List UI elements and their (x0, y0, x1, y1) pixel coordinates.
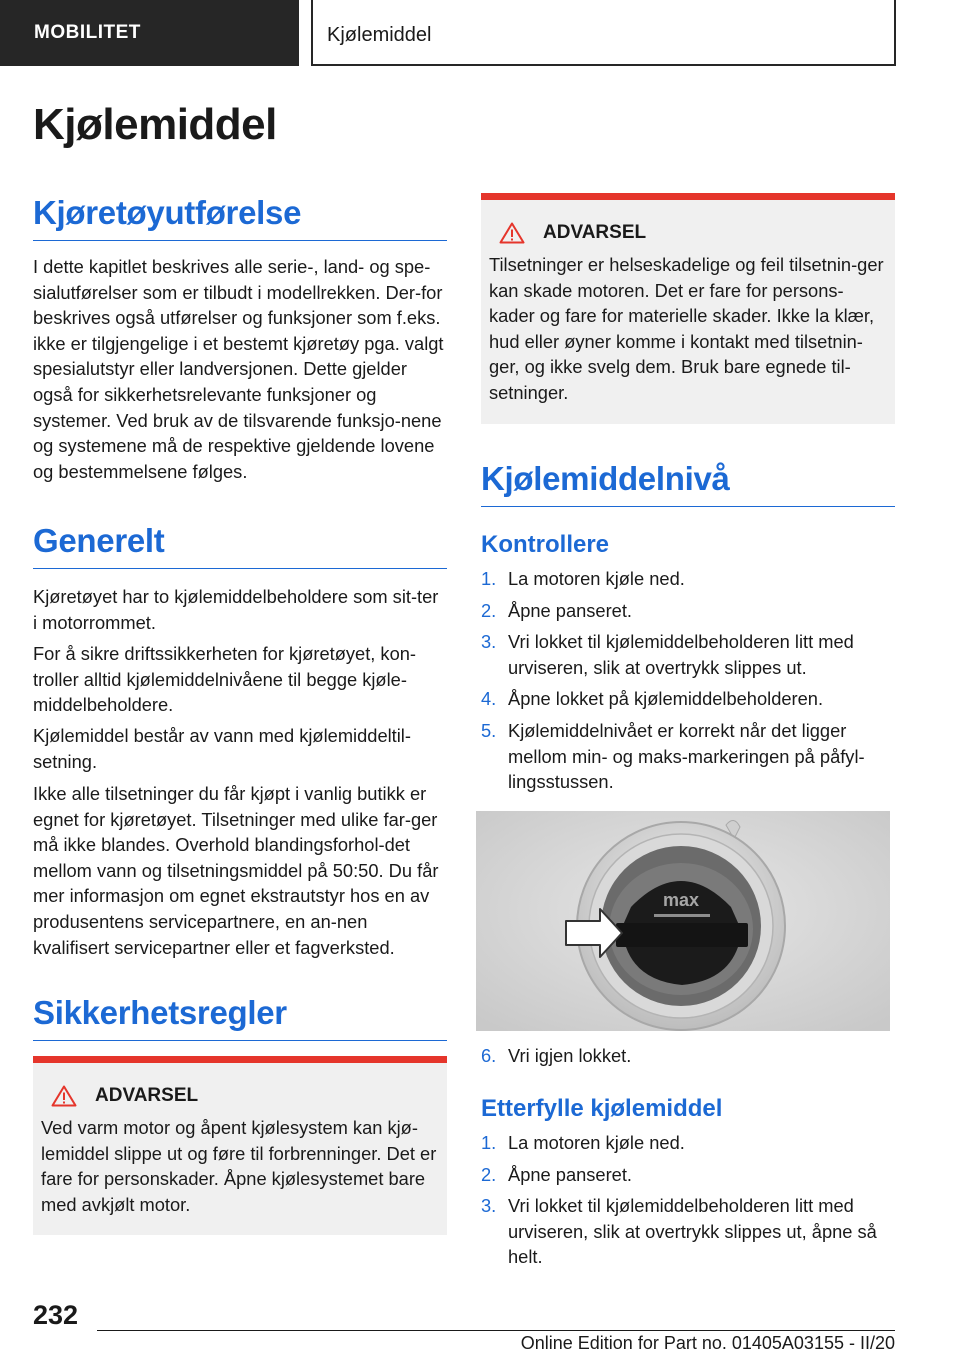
list-item: 1. La motoren kjøle ned. (481, 1132, 685, 1153)
section-tab: MOBILITET (0, 0, 299, 66)
warning-triangle-icon (499, 222, 525, 244)
warning-box-burns (33, 1056, 447, 1235)
list-item: 5. Kjølemiddelnivået er korrekt når det ligger mellom min- og maks-markeringen på påfyl-lingsstussen. (481, 719, 865, 793)
chapter-tab: Kjølemiddel (311, 0, 896, 66)
warning-box-additives (481, 193, 895, 424)
general-paragraph-1: Kjøretøyet har to kjølemiddelbeholdere som sit-ter i motorrommet. (33, 586, 439, 633)
check-step6-list (481, 1043, 895, 1075)
list-item: 2. Åpne panseret. (481, 1163, 632, 1185)
coolant-reservoir-figure (476, 811, 890, 1031)
heading-vehicle-version: Kjøretøyutførelse (33, 194, 447, 241)
warning-header (489, 222, 887, 244)
vehicle-version-text: I dette kapitlet beskrives alle serie-, land- og spe-sialutførelser som er tilbudt i modellrekken. Der-for beskrives også utførelser og funksjoner som f.eks. ikke er tilgjengelige i et bestemt kjøretøy pga. valgt spesialutstyr eller landversjonen. Dette gjelder også for sikkerhetsrelevante funksjoner og systemer. Ved bruk av de tilsvarende funksjo-nene og systemene må de respektive gjeldende lovene og bestemmelsene følges. (33, 256, 444, 482)
general-paragraph-2: For å sikre driftssikkerheten for kjøretøyet, kon-troller alltid kjølemiddelnivåene til begge kjøle-middelbeholdere. (33, 643, 416, 716)
warning-label: ADVARSEL (95, 1085, 199, 1106)
heading-refill: Etterfylle kjølemiddel (481, 1095, 723, 1122)
coolant-cap-illustration (476, 811, 890, 1031)
page-title: Kjølemiddel (33, 100, 277, 149)
heading-general: Generelt (33, 522, 447, 569)
list-item: 2. Åpne panseret. (481, 599, 632, 621)
footer-edition: Online Edition for Part no. 01405A03155 - II/20 (520, 1333, 895, 1353)
heading-safety: Sikkerhetsregler (33, 994, 447, 1041)
warning-text: Ved varm motor og åpent kjølesystem kan kjø-lemiddel slippe ut og føre til forbrenninger. Det er fare for personskader. Åpne kjølesystemet bare med avkjølt motor. (41, 1117, 437, 1215)
check-steps-list (481, 566, 895, 801)
list-item: 6. Vri igjen lokket. (481, 1045, 632, 1066)
footer-divider (97, 1330, 895, 1331)
heading-check: Kontrollere (481, 531, 610, 558)
warning-triangle-icon (51, 1085, 77, 1107)
list-item: 4. Åpne lokket på kjølemiddelbeholderen. (481, 688, 824, 710)
warning-text: Tilsetninger er helseskadelige og feil tilsetnin-ger kan skade motoren. Det er fare for persons-kader og fare for materielle skader. Ikke la klær, hud eller øyner komme i kontakt med tilsetnin-ger, og ikke svelg dem. Bruk bare egnede til-setninger. (489, 254, 884, 403)
page-header (0, 0, 960, 66)
refill-steps-list (481, 1130, 895, 1276)
warning-label: ADVARSEL (543, 222, 647, 243)
page-number: 232 (33, 1300, 79, 1330)
warning-header (41, 1085, 439, 1107)
list-item: 3. Vri lokket til kjølemiddelbeholderen litt med urviseren, slik at overtrykk slippes ut, åpne så helt. (481, 1195, 877, 1268)
general-paragraph-4: Ikke alle tilsetninger du får kjøpt i vanlig butikk er egnet for kjøretøyet. Tilsetninger med ulike far-ger må ikke blandes. Overhold blandingsforhol-det mellom vann og tilsetningsmiddel på 50:50. Du får mer informasjon om egnet ekstrautstyr hos en av produsentens servicepartnere, en an-nen kvalifisert servicepartner eller et fagverksted. (33, 783, 439, 958)
general-paragraph-3: Kjølemiddel består av vann med kjølemiddeltil-setning. (33, 725, 411, 772)
max-marking-label: max (662, 890, 700, 910)
list-item: 1. La motoren kjøle ned. (481, 568, 685, 589)
heading-coolant-level: Kjølemiddelnivå (481, 460, 895, 507)
list-item: 3. Vri lokket til kjølemiddelbeholderen litt med urviseren, slik at overtrykk slippes ut. (481, 631, 854, 678)
